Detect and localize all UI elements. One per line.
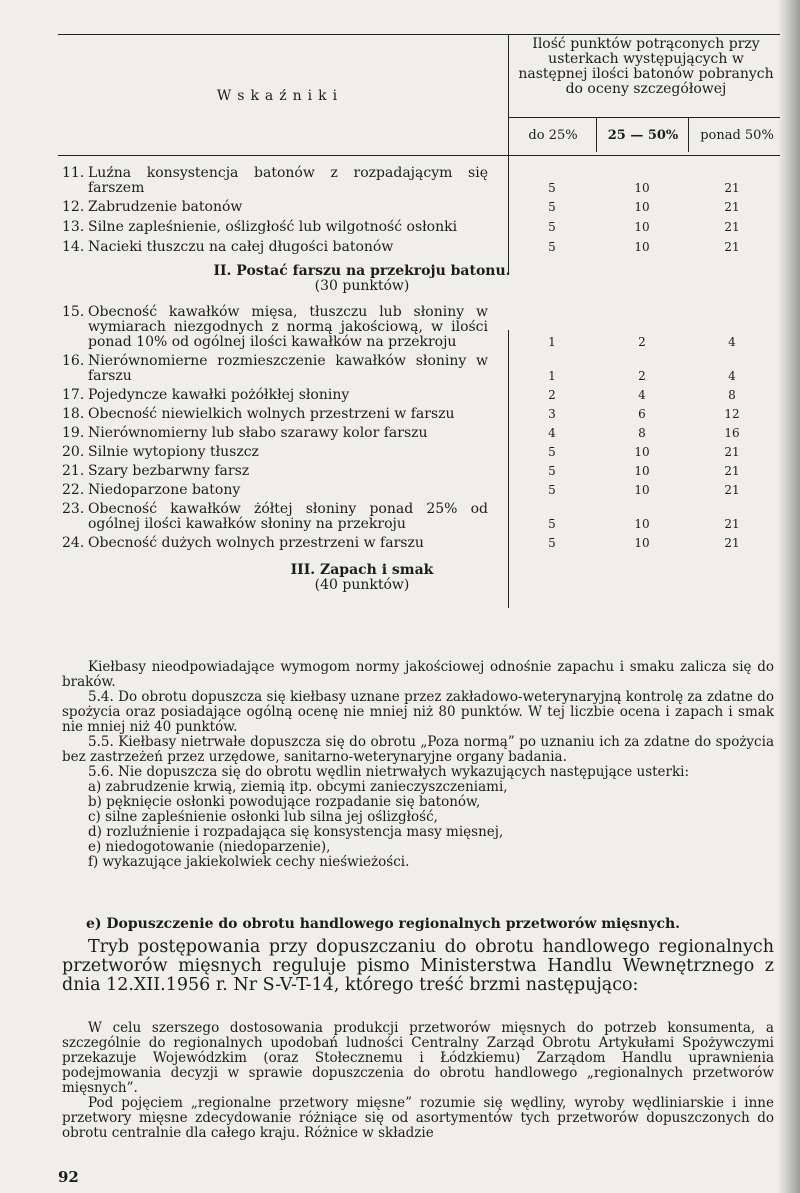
table-body: [62, 166, 782, 604]
table-row: [62, 305, 782, 350]
value-25-50: 10: [634, 517, 650, 531]
value-over-50: 21: [724, 536, 740, 550]
paragraph: W celu szerszego dostosowania produkcji przetworów mięsnych do potrzeb konsumenta, a szczególnie do regionalnych upodobań ludności Centralny Zarząd Obrotu Artykułami Spożywczymi przekazuje Wojewódzkim (oraz Stołecznemu i Łódzkiemu) Zarządom Handlu uprawnienia podejmowania decyzji w sprawie dopuszczenia do obrotu handlowego „regionalnych przetworów mięsnych”.: [62, 1020, 774, 1096]
row-text: Nacieki tłuszczu na całej długości batonów: [88, 239, 394, 255]
table-row: [62, 354, 782, 384]
value-25-50: 10: [634, 240, 650, 254]
row-number: 14.: [62, 239, 85, 255]
table-row: [62, 445, 782, 460]
value-up-to-25: 5: [548, 464, 556, 478]
list-item: b) pęknięcie osłonki powodujące rozpadanie się batonów,: [88, 794, 481, 810]
row-text: Nierównomierne rozmieszczenie kawałków słoniny w farszu: [88, 353, 488, 384]
value-over-50: 12: [724, 407, 740, 421]
row-number: 16.: [62, 353, 85, 369]
value-up-to-25: 5: [548, 181, 556, 195]
subheader-over-50: ponad 50%: [700, 128, 774, 143]
row-number: 22.: [62, 482, 85, 498]
value-over-50: 21: [724, 445, 740, 459]
value-over-50: 21: [724, 464, 740, 478]
page-edge-shadow: [778, 0, 800, 1193]
paragraph: Kiełbasy nieodpowiadające wymogom normy jakościowej odnośnie zapachu i smaku zalicza się do braków.: [62, 659, 774, 690]
section-heading-2: [82, 264, 642, 294]
paragraph: Tryb postępowania przy dopuszczaniu do obrotu handlowego regionalnych przetworów mięsnych reguluje pismo Ministerstwa Handlu Wewnętrznego z dnia 12.XII.1956 r. Nr S-V-T-14, którego treść brzmi następująco:: [62, 937, 774, 995]
row-text: Obecność kawałków żółtej słoniny ponad 25% od ogólnej ilości kawałków słoniny na przekroju: [88, 501, 488, 532]
defect-list: [62, 780, 774, 870]
value-25-50: 10: [634, 464, 650, 478]
paragraph: 5.6. Nie dopuszcza się do obrotu wędlin nietrwałych wykazujących następujące usterki:: [88, 764, 690, 780]
paragraph: 5.5. Kiełbasy nietrwałe dopuszcza się do obrotu „Poza normą” po uznaniu ich za zdatne do spożycia bez zastrzeżeń przez urzędowe, sanitarno-weterynaryjne organy badania.: [62, 734, 774, 765]
paragraph: 5.4. Do obrotu dopuszcza się kiełbasy uznane przez zakładowo-weterynaryjną kontrolę za zdatne do spożycia oraz posiadające ogólną ocenę nie mniej niż 80 punktów. W tej liczbie ocena i zapach i smak nie mniej niż 40 punktów.: [62, 689, 774, 735]
value-up-to-25: 5: [548, 220, 556, 234]
row-number: 13.: [62, 219, 85, 235]
row-number: 18.: [62, 406, 85, 422]
row-text: Luźna konsystencja batonów z rozpadającym się farszem: [88, 165, 488, 196]
list-item: c) silne zapleśnienie osłonki lub silna jej oślizgłość,: [88, 809, 438, 825]
value-25-50: 10: [634, 220, 650, 234]
table-top-rule: [58, 34, 780, 35]
value-25-50: 10: [634, 181, 650, 195]
quoted-letter: [62, 1021, 774, 1141]
value-up-to-25: 4: [548, 426, 556, 440]
value-25-50: 4: [638, 388, 646, 402]
value-25-50: 10: [634, 200, 650, 214]
row-text: Szary bezbarwny farsz: [88, 463, 250, 479]
value-over-50: 8: [728, 388, 736, 402]
subheader-rule: [508, 117, 780, 118]
table-row: [62, 426, 782, 441]
page-number: 92: [58, 1168, 79, 1186]
row-text: Obecność dużych wolnych przestrzeni w farszu: [88, 535, 424, 551]
row-text: Silne zapleśnienie, oślizgłość lub wilgotność osłonki: [88, 219, 458, 235]
value-up-to-25: 3: [548, 407, 556, 421]
list-item: e) niedogotowanie (niedoparzenie),: [88, 839, 331, 855]
value-25-50: 10: [634, 445, 650, 459]
table-row: [62, 166, 782, 196]
subheader-25-50: 25 — 50%: [607, 128, 679, 143]
row-number: 24.: [62, 535, 85, 551]
value-up-to-25: 1: [548, 369, 556, 383]
row-text: Pojedyncze kawałki pożółkłej słoniny: [88, 387, 350, 403]
list-item: f) wykazujące jakiekolwiek cechy nieświeżości.: [88, 854, 410, 870]
subheader-up-to-25: do 25%: [528, 128, 578, 143]
value-up-to-25: 5: [548, 483, 556, 497]
section-title: II. Postać farszu na przekroju batonu.: [213, 263, 511, 279]
value-up-to-25: 5: [548, 517, 556, 531]
section-heading-3: [82, 563, 642, 593]
value-over-50: 4: [728, 369, 736, 383]
row-number: 12.: [62, 199, 85, 215]
value-up-to-25: 5: [548, 200, 556, 214]
list-item: a) zabrudzenie krwią, ziemią itp. obcymi zanieczyszczeniami,: [88, 779, 508, 795]
value-up-to-25: 5: [548, 240, 556, 254]
value-25-50: 8: [638, 426, 646, 440]
section-points: (40 punktów): [314, 577, 410, 593]
table-row: [62, 536, 782, 551]
value-25-50: 6: [638, 407, 646, 421]
table-header-bottom-rule: [58, 155, 780, 156]
row-number: 20.: [62, 444, 85, 460]
table-row: [62, 240, 782, 255]
subheader-divider-2: [688, 118, 689, 152]
row-text: Silnie wytopiony tłuszcz: [88, 444, 259, 460]
value-over-50: 21: [724, 483, 740, 497]
value-25-50: 10: [634, 483, 650, 497]
paragraph: Pod pojęciem „regionalne przetwory mięsne” rozumie się wędliny, wyroby wędliniarskie i inne przetwory mięsne zdecydowanie różniące się od asortymentów tych przetworów dopuszczonych do obrotu centralnie dla całego kraju. Różnice w składzie: [62, 1095, 774, 1141]
value-up-to-25: 5: [548, 445, 556, 459]
row-number: 19.: [62, 425, 85, 441]
row-text: Zabrudzenie batonów: [88, 199, 243, 215]
value-up-to-25: 2: [548, 388, 556, 402]
section-heading-e: e) Dopuszczenie do obrotu handlowego regionalnych przetworów mięsnych.: [86, 916, 681, 932]
row-text: Niedoparzone batony: [88, 482, 241, 498]
section-points: (30 punktów): [314, 278, 410, 294]
table-row: [62, 200, 782, 215]
section-title: III. Zapach i smak: [290, 562, 434, 578]
table-row: [62, 464, 782, 479]
list-item: d) rozluźnienie i rozpadająca się konsystencja masy mięsnej,: [88, 824, 504, 840]
value-over-50: 16: [724, 426, 740, 440]
column-header-points: Ilość punktów potrąconych przy usterkach występujących w następnej ilości batonów pobranych do oceny szczegółowej: [518, 36, 774, 97]
value-up-to-25: 5: [548, 536, 556, 550]
large-paragraph: [62, 938, 774, 995]
row-number: 11.: [62, 165, 85, 181]
table-row: [62, 502, 782, 532]
header-vertical-rule: [508, 34, 509, 164]
value-over-50: 21: [724, 181, 740, 195]
table-row: [62, 388, 782, 403]
row-number: 23.: [62, 501, 85, 517]
value-25-50: 10: [634, 536, 650, 550]
value-over-50: 21: [724, 517, 740, 531]
table-row: [62, 483, 782, 498]
column-header-indicators: Wskaźniki: [216, 88, 344, 104]
body-paragraphs: [62, 660, 774, 870]
value-25-50: 2: [638, 369, 646, 383]
row-text: Nierównomierny lub słabo szarawy kolor farszu: [88, 425, 428, 441]
value-over-50: 21: [724, 220, 740, 234]
table-row: [62, 220, 782, 235]
value-25-50: 2: [638, 335, 646, 349]
row-number: 17.: [62, 387, 85, 403]
row-number: 15.: [62, 304, 85, 320]
value-over-50: 21: [724, 240, 740, 254]
value-over-50: 4: [728, 335, 736, 349]
subheader-divider-1: [596, 118, 597, 152]
table-row: [62, 407, 782, 422]
value-over-50: 21: [724, 200, 740, 214]
value-up-to-25: 1: [548, 335, 556, 349]
row-text: Obecność niewielkich wolnych przestrzeni w farszu: [88, 406, 455, 422]
row-number: 21.: [62, 463, 85, 479]
row-text: Obecność kawałków mięsa, tłuszczu lub słoniny w wymiarach niezgodnych z normą jakościową, w ilości ponad 10% od ogólnej ilości kawałków na przekroju: [88, 304, 488, 350]
